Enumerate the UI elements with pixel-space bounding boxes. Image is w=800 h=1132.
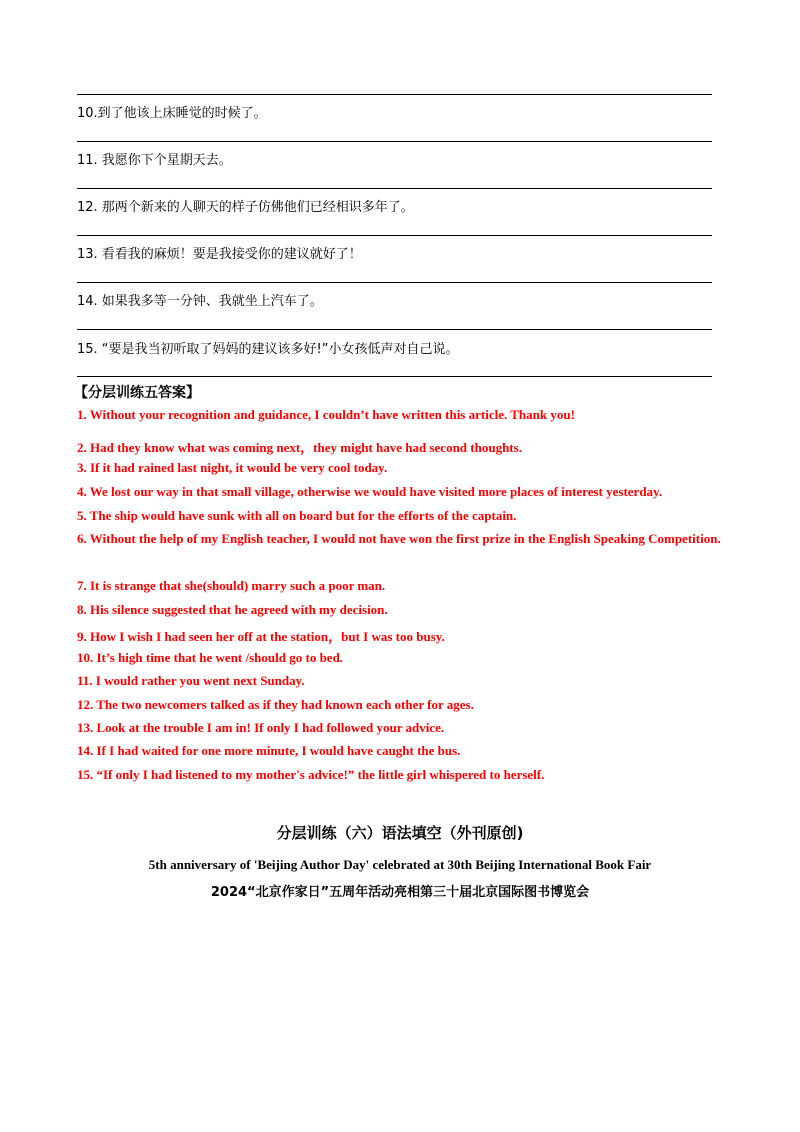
answer-line [77,376,712,377]
question-11: 11. 我愿你下个星期天去。 [77,153,232,168]
answer-15: 15. “If only I had listened to my mother's advice!” the little girl whispered to herself. [77,767,545,782]
answer-line [77,141,712,142]
article-title-zh: 2024“北京作家日”五周年活动亮相第三十届北京国际图书博览会 [210,885,590,900]
answer-8: 8. His silence suggested that he agreed with my decision. [77,602,388,617]
answer-14: 14. If I had waited for one more minute, I would have caught the bus. [77,743,461,758]
answer-7: 7. It is strange that she(should) marry such a poor man. [77,578,386,593]
question-10: 10.到了他该上床睡觉的时候了。 [77,106,267,121]
answer-3: 3. If it had rained last night, it would be very cool today. [77,460,388,475]
answer-6: 6. Without the help of my English teacher, I would not have won the first prize in the English Speaking Competition. [77,531,721,546]
answer-11: 11. I would rather you went next Sunday. [77,673,305,688]
section-title: 分层训练（六）语法填空（外刊原创) [276,824,524,842]
answer-line [77,94,712,95]
article-title-en: 5th anniversary of 'Beijing Author Day' celebrated at 30th Beijing International Book Fair [148,857,652,872]
answer-2: 2. Had they know what was coming next，they might have had second thoughts. [77,440,522,455]
question-12: 12. 那两个新来的人聊天的样子仿佛他们已经相识多年了。 [77,200,414,215]
answer-1: 1. Without your recognition and guidance, I couldn’t have written this article. Thank you! [77,407,575,422]
answer-5: 5. The ship would have sunk with all on board but for the efforts of the captain. [77,508,517,523]
answer-line [77,188,712,189]
answer-line [77,282,712,283]
answer-13: 13. Look at the trouble I am in! If only I had followed your advice. [77,720,445,735]
answers-heading: 【分层训练五答案】 [74,385,200,401]
answer-line [77,329,712,330]
question-13: 13. 看看我的麻烦！要是我接受你的建议就好了！ [77,247,362,262]
answer-4: 4. We lost our way in that small village, otherwise we would have visited more places of interest yesterday. [77,484,663,499]
question-15: 15. “要是我当初听取了妈妈的建议该多好!”小女孩低声对自己说。 [77,342,459,357]
answer-9: 9. How I wish I had seen her off at the station，but I was too busy. [77,629,445,644]
answer-10: 10. It’s high time that he went /should go to bed. [77,650,344,665]
answer-line [77,235,712,236]
question-14: 14. 如果我多等一分钟、我就坐上汽车了。 [77,294,323,309]
answer-12: 12. The two newcomers talked as if they had known each other for ages. [77,697,474,712]
